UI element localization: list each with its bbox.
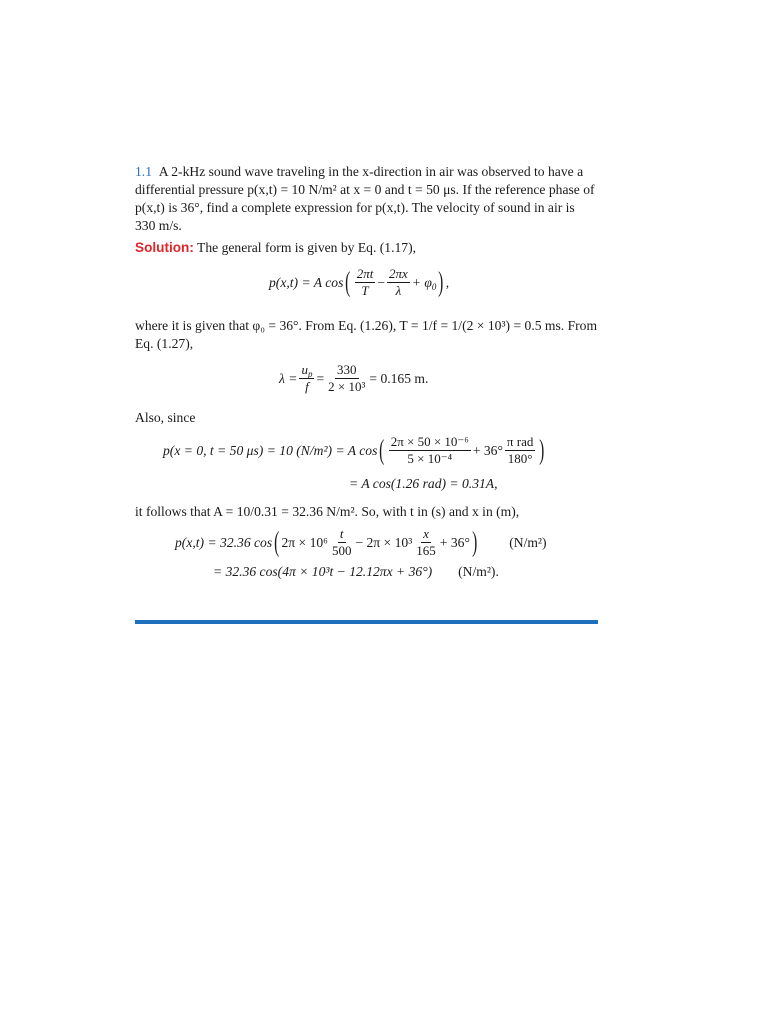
where-paragraph: where it is given that φ₀ = 36°. From Eq. (1.26), T = 1/f = 1/(2 × 10³) = 0.5 ms. From Eq. (1.27), (135, 318, 598, 351)
eq4-paren-close: ) (472, 526, 478, 558)
equation-general-form (135, 263, 598, 307)
equation-final (135, 527, 598, 583)
eq4-c: + 36° (439, 534, 470, 550)
eq1-lhs: p(x,t) = A cos (269, 274, 344, 290)
eq3-paren-open: ( (379, 434, 385, 466)
eq4-units1: (N/m²) (509, 534, 547, 550)
problem-statement (135, 163, 598, 235)
eq1-end: , (445, 274, 450, 290)
follows-text: it follows that A = 10/0.31 = 32.36 N/m². So, with t in (s) and x in (m), (135, 504, 520, 519)
solution-intro: The general form is given by Eq. (1.17), (197, 240, 416, 255)
eq4-units2: (N/m²). (458, 564, 499, 579)
solution-intro-line (135, 239, 598, 257)
eq3-line2: = A cos(1.26 rad) = 0.31A, (349, 476, 498, 491)
eq2-frac-1: $\frac{u_p}{f}$ (301, 362, 313, 394)
also-since-text: Also, since (135, 410, 196, 425)
eq1-tail: + $\varphi_0$ (411, 274, 437, 292)
eq2-lhs: λ = (279, 370, 298, 386)
solution-label: Solution: (135, 240, 194, 255)
eq3-frac-1: $\frac{\text{2π × 50 × 10⁻⁶}}{\text{5 × 10⁻⁴}}$ (390, 434, 469, 466)
eq4-paren-open: ( (274, 526, 280, 558)
eq1-frac-1: $\frac{2\pi t}{T}$ (356, 266, 374, 298)
eq4-frac-2: $\frac{x}{165}$ (416, 526, 436, 558)
eq1-paren-open: ( (345, 266, 351, 298)
eq3-plus: + 36° (472, 442, 503, 458)
eq3-paren-close: ) (539, 434, 545, 466)
eq2-equals: = (316, 370, 325, 386)
equation-amplitude (135, 433, 598, 495)
equation-wavelength (135, 361, 598, 403)
problem-number: 1.1 (135, 164, 152, 179)
eq2-frac-2: $\frac{330}{\text{2 × 10³}}$ (328, 362, 366, 394)
eq4-a: 2π × 10⁶ (281, 534, 328, 550)
eq4-frac-1: $\frac{t}{500}$ (331, 526, 352, 558)
eq4-lhs: p(x,t) = 32.36 cos (175, 534, 273, 550)
eq1-frac-2: $\frac{2\pi x}{\lambda}$ (389, 266, 408, 298)
solution-page (135, 163, 598, 583)
section-divider-rule (135, 620, 598, 624)
eq2-rhs: = 0.165 m. (369, 370, 429, 386)
eq4-b: − 2π × 10³ (355, 534, 413, 550)
eq1-paren-close: ) (438, 266, 444, 298)
eq1-minus: − (377, 274, 385, 290)
eq4-line2: = 32.36 cos(4π × 10³t − 12.12πx + 36°) (213, 564, 433, 579)
eq3-lhs: p(x = 0, t = 50 μs) = 10 (N/m²) = A cos (163, 442, 378, 458)
eq3-frac-2: $\frac{\text{π rad}}{180^\circ}$ (506, 434, 534, 466)
problem-text: A 2-kHz sound wave traveling in the x-direction in air was observed to have a differential pressure p(x,t) = 10 N/m² at x = 0 and t = 50 μs. If the reference phase of p(x,t) is 36°, find a complete expression for p(x,t). The velocity of sound in air is 330 m/s. (135, 164, 595, 233)
